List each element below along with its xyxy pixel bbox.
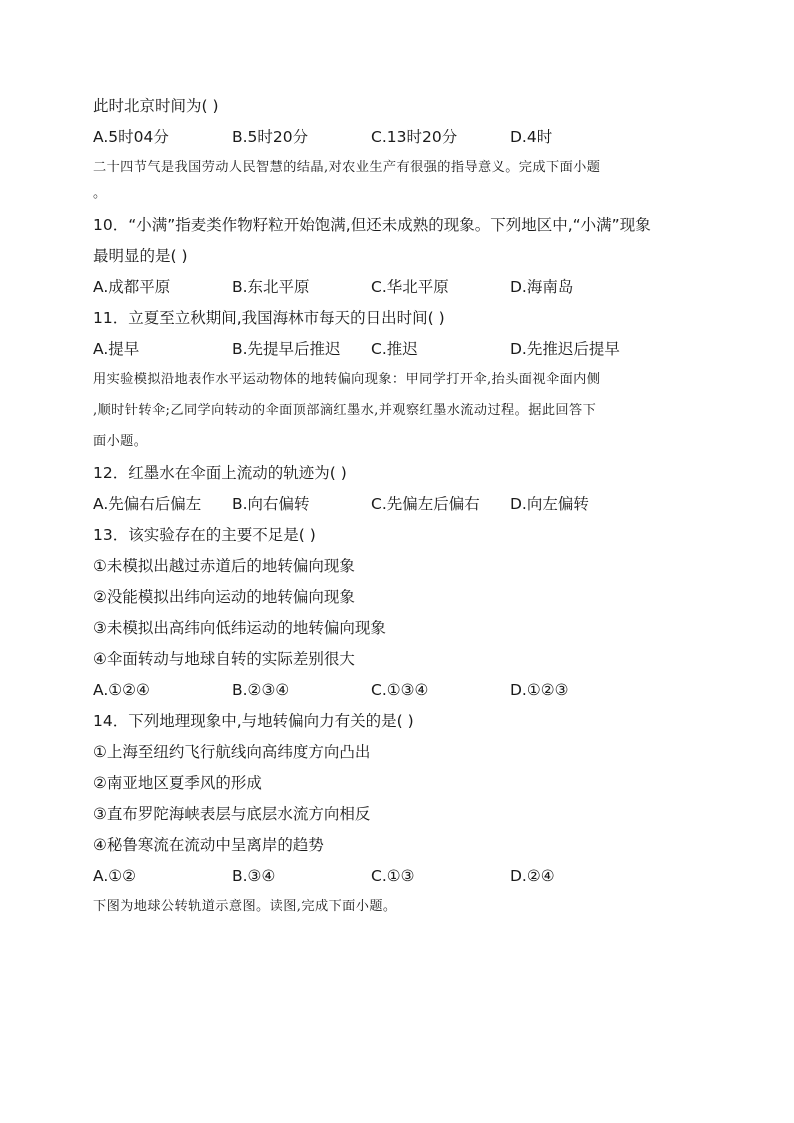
q11-option-d: D.先推迟后提早 [510,340,620,358]
q14-option-a: A.①② [93,867,137,885]
q9-stem: 此时北京时间为( ) [93,97,219,115]
q11-option-b: B.先提早后推迟 [232,340,341,358]
document-page [93,96,708,928]
q10-stem-line1: 10．“小满”指麦类作物籽粒开始饱满,但还未成熟的现象。下列地区中,“小满”现象 [93,216,651,234]
q9-option-c: C.13时20分 [371,128,458,146]
q9-option-b: B.5时20分 [232,128,309,146]
q13-option-b: B.②③④ [232,681,290,699]
q14-item-2: ②南亚地区夏季风的形成 [93,774,262,792]
q14-option-d: D.②④ [510,867,555,885]
q12-stem: 12．红墨水在伞面上流动的轨迹为( ) [93,464,347,482]
q11-option-c: C.推迟 [371,340,418,358]
q10-stem-line2: 最明显的是( ) [93,247,188,265]
q13-item-1: ①未模拟出越过赤道后的地转偏向现象 [93,557,355,575]
q12-option-b: B.向右偏转 [232,495,310,513]
q14-item-1: ①上海至纽约飞行航线向高纬度方向凸出 [93,743,371,761]
intro-orbit-diagram [93,897,708,917]
q12-option-d: D.向左偏转 [510,495,589,513]
q11-option-a: A.提早 [93,340,140,358]
intro2-line3: 面小题。 [93,434,148,449]
q13-option-c: C.①③④ [371,681,429,699]
q10-option-d: D.海南岛 [510,278,574,296]
q10-option-b: B.东北平原 [232,278,310,296]
q10-stem [93,215,708,266]
intro3-line1: 下图为地球公转轨道示意图。读图,完成下面小题。 [93,899,397,914]
q12-option-a: A.先偏右后偏左 [93,495,202,513]
q9-option-d: D.4时 [510,128,553,146]
q14-item-3: ③直布罗陀海峡表层与底层水流方向相反 [93,805,371,823]
q10-option-c: C.华北平原 [371,278,449,296]
q13-options [93,680,708,700]
q9-option-a: A.5时04分 [93,128,169,146]
q13-stem: 13．该实验存在的主要不足是( ) [93,526,316,544]
q14-option-c: C.①③ [371,867,415,885]
q10-options [93,277,708,297]
intro-solar-terms [93,158,708,204]
q13-option-a: A.①②④ [93,681,150,699]
q13-option-d: D.①②③ [510,681,569,699]
q14-options [93,866,708,886]
q9-options [93,127,708,147]
q14-stem: 14．下列地理现象中,与地转偏向力有关的是( ) [93,712,414,730]
intro-umbrella-experiment [93,370,708,452]
q10-option-a: A.成都平原 [93,278,171,296]
q11-stem: 11．立夏至立秋期间,我国海林市每天的日出时间( ) [93,309,445,327]
q13-item-4: ④伞面转动与地球自转的实际差别很大 [93,650,355,668]
q13-item-2: ②没能模拟出纬向运动的地转偏向现象 [93,588,355,606]
intro1-line2: 。 [93,186,107,201]
intro2-line1: 用实验模拟沿地表作水平运动物体的地转偏向现象：甲同学打开伞,抬头面视伞面内侧 [93,372,601,387]
q12-option-c: C.先偏左后偏右 [371,495,480,513]
q12-options [93,494,708,514]
q14-item-4: ④秘鲁寒流在流动中呈离岸的趋势 [93,836,324,854]
intro1-line1: 二十四节气是我国劳动人民智慧的结晶,对农业生产有很强的指导意义。完成下面小题 [93,160,601,175]
q11-options [93,339,708,359]
intro2-line2: ,顺时针转伞;乙同学向转动的伞面顶部滴红墨水,并观察红墨水流动过程。据此回答下 [93,403,597,418]
q14-option-b: B.③④ [232,867,276,885]
q13-item-3: ③未模拟出高纬向低纬运动的地转偏向现象 [93,619,386,637]
